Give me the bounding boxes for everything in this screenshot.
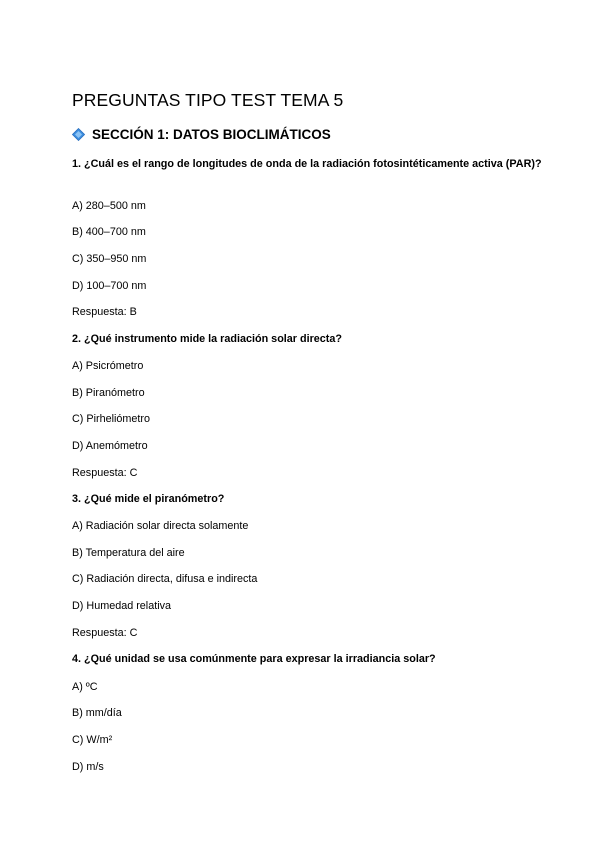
question-2-option-d: D) Anemómetro: [72, 440, 148, 452]
question-2-answer: Respuesta: C: [72, 467, 138, 479]
question-4-option-c: C) W/m²: [72, 734, 113, 746]
question-3-option-d: D) Humedad relativa: [72, 600, 172, 612]
question-3-option-c: C) Radiación directa, difusa e indirecta: [72, 573, 258, 585]
question-3-answer: Respuesta: C: [72, 627, 138, 639]
question-1-option-c: C) 350–950 nm: [72, 253, 147, 265]
question-1: 1. ¿Cuál es el rango de longitudes de onda de la radiación fotosintéticamente activa (PAR)?: [72, 158, 542, 170]
question-1-option-d: D) 100–700 nm: [72, 280, 147, 292]
question-1-option-a: A) 280–500 nm: [72, 200, 146, 212]
question-2: 2. ¿Qué instrumento mide la radiación solar directa?: [72, 333, 342, 345]
question-4-option-b: B) mm/día: [72, 707, 122, 719]
question-4: 4. ¿Qué unidad se usa comúnmente para expresar la irradiancia solar?: [72, 653, 436, 665]
question-1-answer: Respuesta: B: [72, 306, 137, 318]
question-2-option-b: B) Piranómetro: [72, 387, 145, 399]
question-4-option-d: D) m/s: [72, 761, 104, 773]
question-1-option-b: B) 400–700 nm: [72, 226, 146, 238]
blue-diamond-icon: [72, 128, 85, 141]
question-3-option-a: A) Radiación solar directa solamente: [72, 520, 249, 532]
document-title: PREGUNTAS TIPO TEST TEMA 5: [72, 90, 344, 110]
question-2-option-a: A) Psicrómetro: [72, 360, 144, 372]
section-heading: [72, 127, 331, 142]
question-2-option-c: C) Pirheliómetro: [72, 413, 150, 425]
question-3-option-b: B) Temperatura del aire: [72, 547, 185, 559]
question-4-option-a: A) ºC: [72, 681, 98, 693]
section-title: SECCIÓN 1: DATOS BIOCLIMÁTICOS: [92, 127, 331, 142]
question-3: 3. ¿Qué mide el piranómetro?: [72, 493, 225, 505]
